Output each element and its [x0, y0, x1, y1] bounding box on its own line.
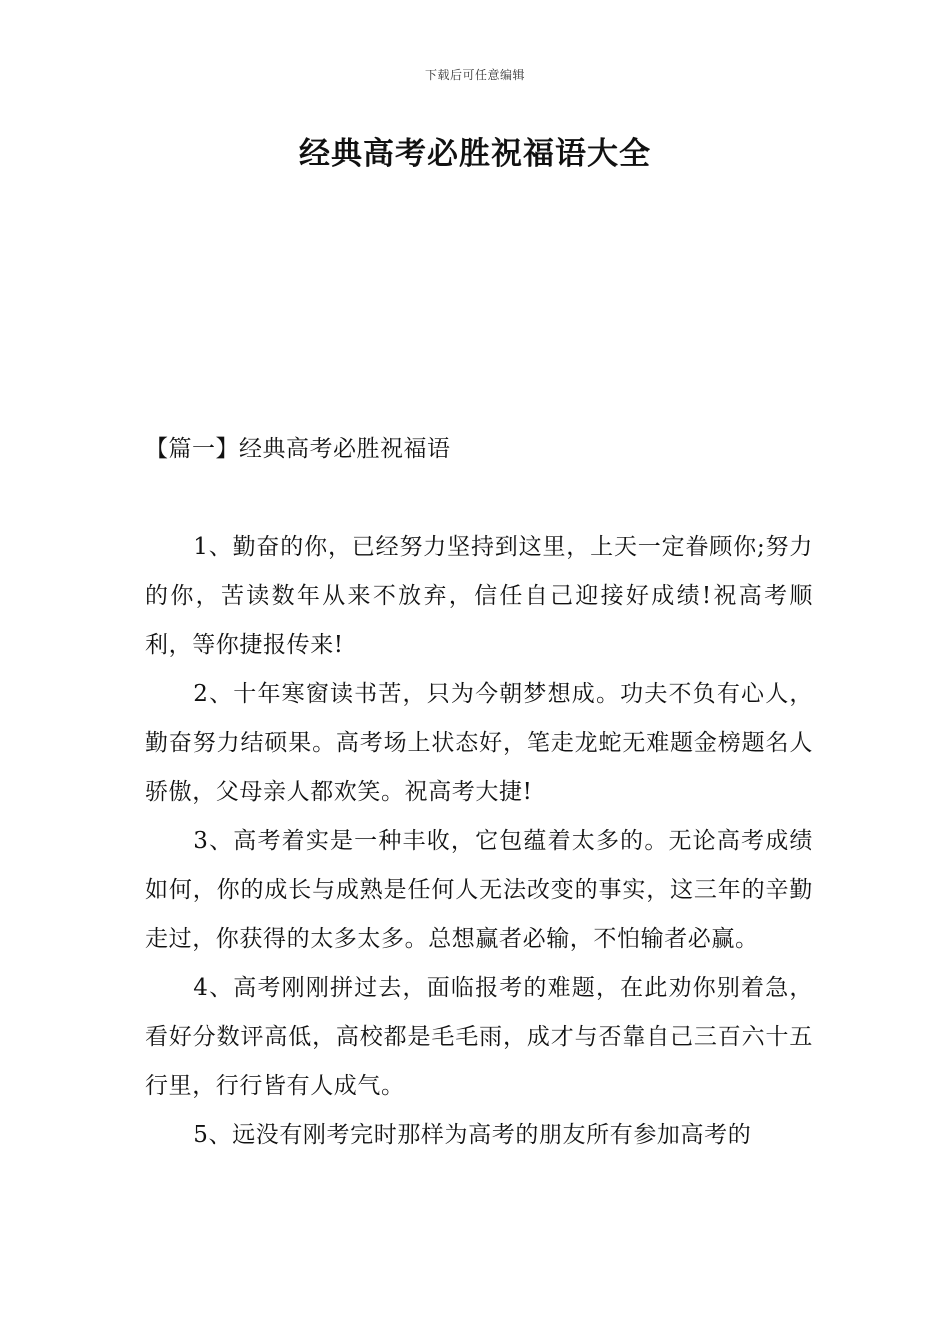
header-note: 下载后可任意编辑	[424, 68, 525, 82]
section-heading: 【篇一】经典高考必胜祝福语	[145, 436, 451, 462]
paragraph-4: 4、高考刚刚拼过去，面临报考的难题，在此劝你别着急，看好分数评高低，高校都是毛毛雨，成才与否靠自己三百六十五行里，行行皆有人成气。	[145, 975, 813, 1099]
document-body	[145, 523, 813, 1160]
paragraph-5: 5、远没有刚考完时那样为高考的朋友所有参加高考的	[193, 1122, 752, 1148]
paragraph-2: 2、十年寒窗读书苦，只为今朝梦想成。功夫不负有心人，勤奋努力结硕果。高考场上状态好，笔走龙蛇无难题金榜题名人骄傲，父母亲人都欢笑。祝高考大捷!	[145, 681, 813, 805]
paragraph-1: 1、勤奋的你，已经努力坚持到这里，上天一定眷顾你;努力的你，苦读数年从来不放弃，信任自己迎接好成绩!祝高考顺利，等你捷报传来!	[145, 534, 813, 658]
paragraph-3: 3、高考着实是一种丰收，它包蕴着太多的。无论高考成绩如何，你的成长与成熟是任何人无法改变的事实，这三年的辛勤走过，你获得的太多太多。总想赢者必输，不怕输者必赢。	[145, 828, 813, 952]
document-title: 经典高考必胜祝福语大全	[299, 136, 651, 172]
